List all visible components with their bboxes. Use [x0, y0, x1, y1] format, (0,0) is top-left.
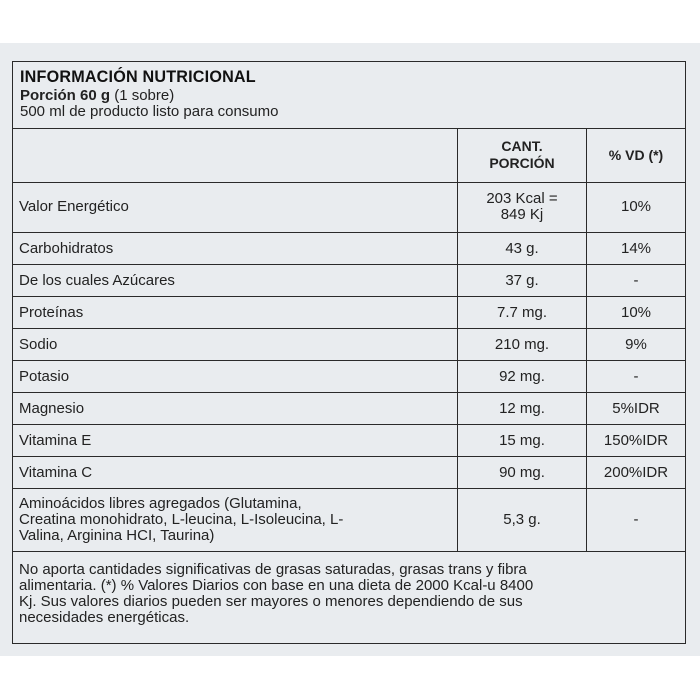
nutrient-vd: 9%: [587, 328, 686, 360]
nutrient-name: Potasio: [13, 360, 458, 392]
nutrient-amount: 90 mg.: [458, 456, 587, 488]
footnote-line4: necesidades energéticas.: [19, 608, 190, 626]
footnote-line1: No aporta cantidades significativas de grasas saturadas, grasas trans y fibra: [19, 560, 527, 578]
nutrient-amount: 43 g.: [458, 232, 587, 264]
nutrient-vd: -: [587, 360, 686, 392]
portion-line: [20, 88, 685, 104]
table-row: [13, 328, 685, 360]
table-row: [13, 264, 685, 296]
table-row: [13, 182, 685, 232]
nutrient-name: [13, 488, 458, 551]
table-row: [13, 232, 685, 264]
nutrient-amount: 12 mg.: [458, 392, 587, 424]
nutrient-name: Vitamina C: [13, 456, 458, 488]
nutrient-name: Sodio: [13, 328, 458, 360]
footnote-line2: alimentaria. (*) % Valores Diarios con base en una dieta de 2000 Kcal-u 8400: [19, 576, 534, 594]
amount-line2: 849 Kj: [500, 206, 544, 223]
amount-line1: 203 Kcal =: [486, 190, 558, 207]
nutrient-name-line2: Creatina monohidrato, L-leucina, L-Isoleucina, L-: [19, 510, 344, 528]
nutrient-amount: 210 mg.: [458, 328, 587, 360]
nutrient-vd: 5%IDR: [587, 392, 686, 424]
nutrient-amount: [458, 182, 587, 232]
table-row: [13, 424, 685, 456]
footnote-line3: Kj. Sus valores diarios pueden ser mayores o menores dependiendo de sus: [19, 592, 523, 610]
nutrient-name-line1: Aminoácidos libres agregados (Glutamina,: [19, 494, 302, 512]
nutrient-name: Proteínas: [13, 296, 458, 328]
nutrient-amount: 5,3 g.: [458, 488, 587, 551]
footnote: [13, 552, 685, 626]
nutrient-name: Vitamina E: [13, 424, 458, 456]
table-row: [13, 392, 685, 424]
table-row: [13, 360, 685, 392]
nutrient-name: Magnesio: [13, 392, 458, 424]
header-nutrient: [13, 129, 458, 182]
table-row: [13, 456, 685, 488]
table-header-row: [13, 129, 685, 182]
nutrient-vd: 10%: [587, 296, 686, 328]
header-vd: % VD (*): [587, 129, 686, 182]
nutrient-vd: 10%: [587, 182, 686, 232]
nutrition-table: [13, 129, 685, 552]
table-row: [13, 488, 685, 551]
header-amount-line1: CANT.: [501, 138, 543, 155]
nutrient-name: Carbohidratos: [13, 232, 458, 264]
nutrient-vd: -: [587, 488, 686, 551]
nutrient-vd: -: [587, 264, 686, 296]
nutrient-amount: 15 mg.: [458, 424, 587, 456]
label-title: INFORMACIÓN NUTRICIONAL: [20, 67, 256, 86]
nutrient-name: De los cuales Azúcares: [13, 264, 458, 296]
nutrient-vd: 150%IDR: [587, 424, 686, 456]
table-row: [13, 296, 685, 328]
label-header: [13, 62, 685, 129]
nutrition-facts-label: [12, 61, 686, 644]
header-amount: [458, 129, 587, 182]
nutrient-amount: 92 mg.: [458, 360, 587, 392]
nutrient-vd: 14%: [587, 232, 686, 264]
nutrient-name-line3: Valina, Arginina HCI, Taurina): [19, 526, 215, 544]
nutrient-vd: 200%IDR: [587, 456, 686, 488]
nutrient-amount: 7.7 mg.: [458, 296, 587, 328]
portion-size: Porción 60 g: [20, 87, 111, 104]
nutrient-amount: 37 g.: [458, 264, 587, 296]
portion-unit: (1 sobre): [110, 87, 175, 104]
header-amount-line2: PORCIÓN: [489, 155, 555, 172]
nutrient-name: Valor Energético: [13, 182, 458, 232]
serving-note: 500 ml de producto listo para consumo: [20, 103, 279, 120]
